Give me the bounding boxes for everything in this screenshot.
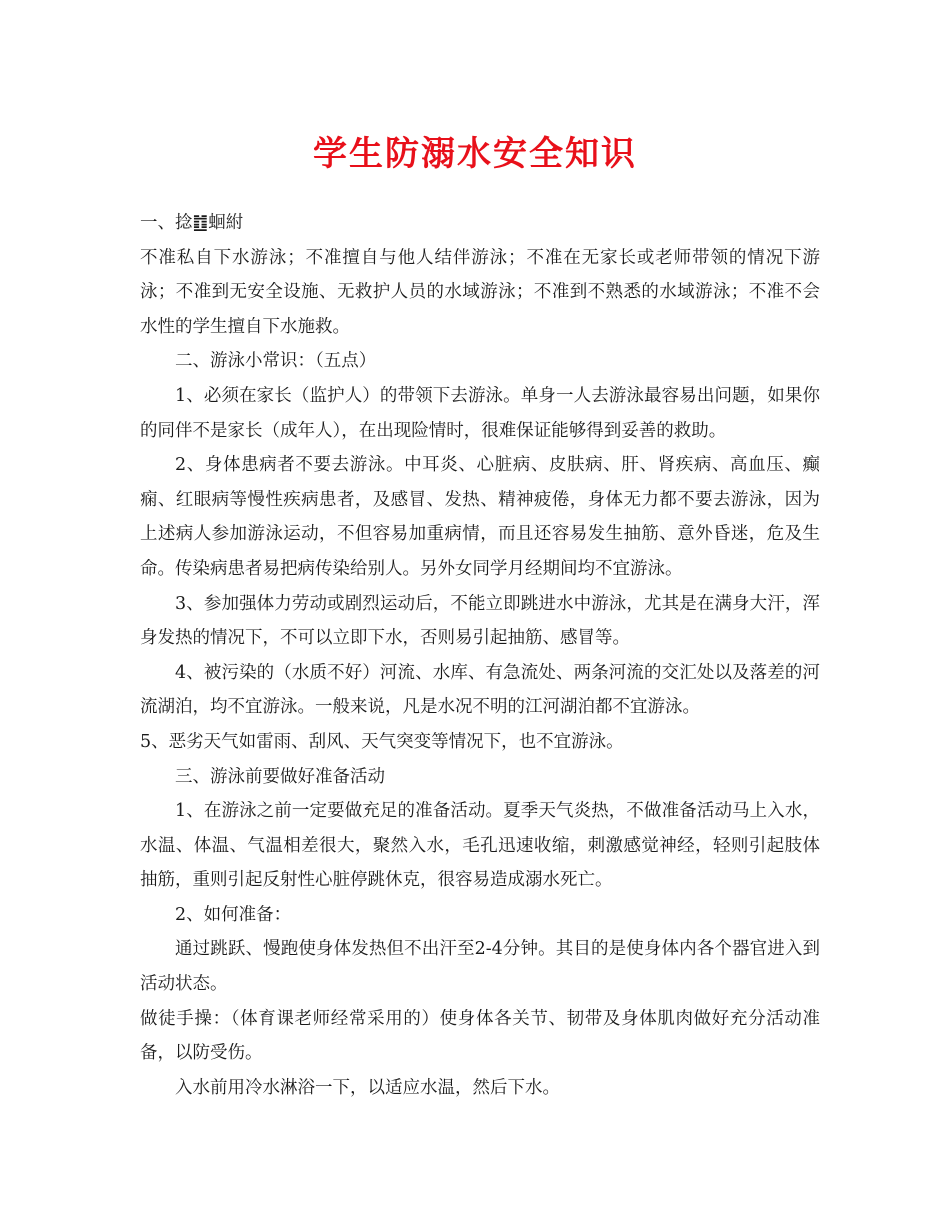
paragraph-point-2: 2、身体患病者不要去游泳。中耳炎、心脏病、皮肤病、肝、肾疾病、高血压、癫痫、红眼病等慢性疾病患者，及感冒、发热、精神疲倦，身体无力都不要去游泳，因为上述病人参加游泳运动，不但容易加重病情，而且还容易发生抽筋、意外昏迷，危及生命。传染病患者易把病传染给别人。另外女同学月经期间均不宜游泳。 bbox=[140, 455, 820, 579]
section-heading-1: 一、捻䷂蛔紨 bbox=[140, 213, 244, 233]
paragraph-point-3: 3、参加强体力劳动或剧烈运动后，不能立即跳进水中游泳，尤其是在满身大汗，浑身发热的情况下，不可以立即下水，否则易引起抽筋、感冒等。 bbox=[140, 593, 820, 649]
paragraph-exercises: 做徒手操：（体育课老师经常采用的）使身体各关节、韧带及身体肌肉做好充分活动准备，以防受伤。 bbox=[140, 1008, 820, 1064]
section-heading-3: 三、游泳前要做好准备活动 bbox=[175, 766, 385, 787]
paragraph-prep-1: 1、在游泳之前一定要做充足的准备活动。夏季天气炎热，不做准备活动马上入水，水温、体温、气温相差很大，聚然入水，毛孔迅速收缩，刺激感觉神经，轻则引起肢体抽筋，重则引起反射性心脏停跳休克，很容易造成溺水死亡。 bbox=[140, 801, 820, 891]
section-heading-2: 二、游泳小常识：（五点） bbox=[175, 351, 377, 372]
paragraph-shower: 入水前用冷水淋浴一下，以适应水温，然后下水。 bbox=[175, 1077, 560, 1098]
paragraph-warmup: 通过跳跃、慢跑使身体发热但不出汗至2-4分钟。其目的是使身体内各个器官进入到活动状态。 bbox=[140, 939, 820, 995]
paragraph-point-5: 5、恶劣天气如雷雨、刮风、天气突变等情况下，也不宜游泳。 bbox=[140, 731, 624, 752]
paragraph-point-1: 1、必须在家长（监护人）的带领下去游泳。单身一人去游泳最容易出问题，如果你的同伴不是家长（成年人），在出现险情时，很难保证能够得到妥善的救助。 bbox=[140, 385, 820, 441]
document-body bbox=[140, 206, 820, 1105]
paragraph-point-4: 4、被污染的（水质不好）河流、水库、有急流处、两条河流的交汇处以及落差的河流湖泊，均不宜游泳。一般来说，凡是水况不明的江河湖泊都不宜游泳。 bbox=[140, 662, 820, 718]
document-title: 学生防溺水安全知识 bbox=[313, 134, 637, 174]
paragraph-rules: 不准私自下水游泳；不准擅自与他人结伴游泳；不准在无家长或老师带领的情况下游泳；不准到无安全设施、无救护人员的水域游泳；不准到不熟悉的水域游泳；不准不会水性的学生擅自下水施救。 bbox=[140, 247, 820, 337]
paragraph-prep-2-heading: 2、如何准备： bbox=[175, 904, 292, 925]
